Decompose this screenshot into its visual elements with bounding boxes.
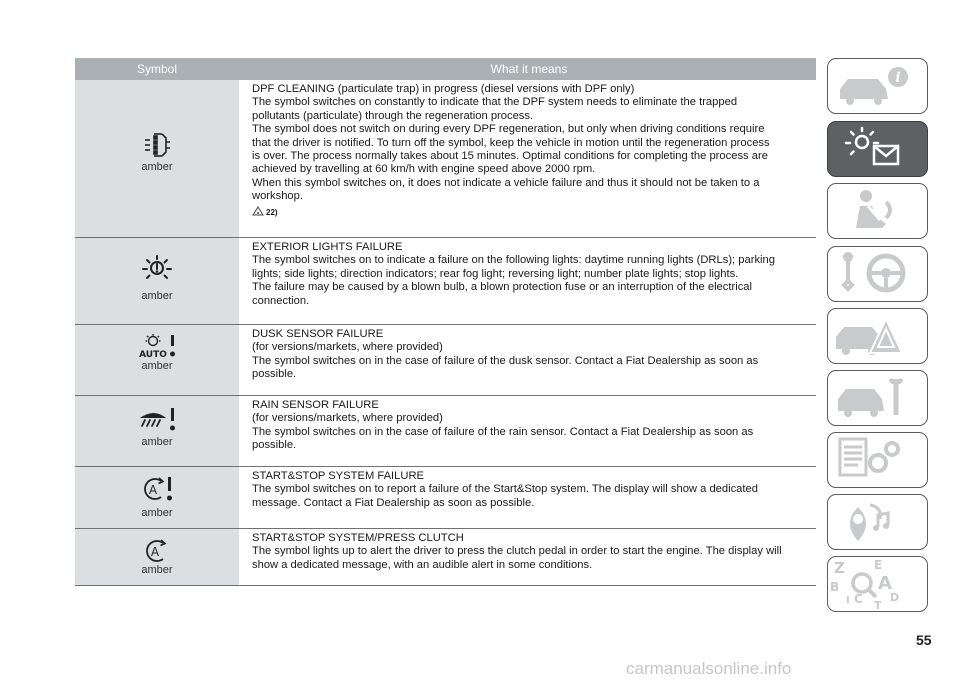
symbol-cell: [75, 396, 239, 466]
meaning-line: workshop.: [252, 190, 303, 203]
warning-lights-icon: [828, 122, 926, 175]
servicing-icon: [828, 371, 926, 424]
emergency-tab[interactable]: [827, 308, 928, 364]
meaning-line: that the driver is notified. To turn off the symbol, keep the vehicle in motion until the regeneration process: [252, 136, 770, 149]
symbol-cell: [75, 238, 239, 324]
index-letter: D: [890, 591, 900, 604]
meaning-line: is over. The process normally takes about 15 minutes. Optimal conditions for completing the process are: [252, 150, 768, 163]
symbol-cell: [75, 80, 239, 237]
color-label: amber: [141, 564, 173, 576]
color-label: amber: [141, 436, 173, 448]
meaning-line: (for versions/markets, where provided): [252, 412, 443, 425]
symbol-cell: [75, 529, 239, 585]
multimedia-tab[interactable]: [827, 494, 928, 550]
color-label: amber: [141, 360, 173, 372]
meaning-line: possible.: [252, 368, 297, 381]
meaning-cell: [239, 325, 816, 395]
meaning-line: DPF CLEANING (particulate trap) in progress (diesel versions with DPF only): [252, 83, 635, 95]
color-label: amber: [141, 507, 173, 519]
meaning-line: RAIN SENSOR FAILURE: [252, 399, 379, 411]
table-row: [75, 467, 816, 529]
color-label: amber: [141, 290, 173, 302]
car-info-tab[interactable]: [827, 58, 928, 114]
safety-tab[interactable]: [827, 183, 928, 239]
exterior-light-failure-icon: [75, 253, 239, 287]
technical-data-icon: [828, 433, 926, 486]
meaning-line: The symbol lights up to alert the driver to press the clutch pedal in order to start the engine. The display will: [252, 545, 782, 558]
table-header: [75, 58, 816, 80]
start-stop-clutch-icon: [75, 537, 239, 565]
index-letter: E: [874, 558, 883, 572]
meaning-line: START&STOP SYSTEM FAILURE: [252, 470, 425, 482]
meaning-line: The symbol does not switch on during every DPF regeneration, but only when driving conditions require: [252, 123, 765, 136]
starting-driving-tab[interactable]: [827, 246, 928, 302]
start-stop-a-letter: A: [150, 545, 160, 559]
header-symbol: Symbol: [136, 62, 177, 76]
table-row: [75, 325, 816, 396]
meaning-line: The symbol switches on in the case of failure of the rain sensor. Contact a Fiat Dealership as soon as: [252, 425, 754, 438]
index-letter: A: [878, 573, 892, 594]
meaning-cell: [239, 529, 816, 585]
meaning-line: achieved by travelling at 60 km/h with engine speed above 2000 rpm.: [252, 163, 596, 176]
meaning-line: The symbol switches on in the case of failure of the dusk sensor. Contact a Fiat Dealership as soon as: [252, 354, 759, 367]
meaning-line: The symbol switches on to report a failure of the Start&Stop system. The display will show a dedicated: [252, 483, 758, 496]
dusk-sensor-icon: [75, 333, 239, 361]
warning-lights-tab[interactable]: [827, 121, 928, 177]
start-stop-failure-icon: [75, 475, 239, 503]
meaning-line: START&STOP SYSTEM/PRESS CLUTCH: [252, 532, 464, 544]
meaning-line: The symbol switches on to indicate a failure on the following lights: daytime running lights (DRLs); parking: [252, 254, 775, 267]
meaning-line: show a dedicated message, with an audible alert in some conditions.: [252, 558, 593, 571]
meaning-line: possible.: [252, 439, 297, 452]
meaning-line: message. Contact a Fiat Dealership as soon as possible.: [252, 496, 535, 509]
technical-data-tab[interactable]: [827, 432, 928, 488]
safety-icon: [828, 184, 926, 237]
index-letter: B: [830, 580, 840, 594]
table-row: [75, 80, 816, 238]
meaning-cell: [239, 238, 816, 324]
servicing-tab[interactable]: [827, 370, 928, 426]
note-ref-number: 22): [266, 208, 278, 218]
meaning-cell: [239, 467, 816, 528]
index-letter: Z: [834, 559, 845, 577]
watermark: carmanualsonline.info: [626, 659, 792, 678]
note-reference: [252, 206, 816, 220]
table-row: [75, 529, 816, 586]
dpf-icon: [75, 132, 239, 158]
meaning-line: pollutants (particulate) through the regeneration process.: [252, 109, 534, 122]
index-letter: T: [874, 599, 882, 610]
start-stop-a-letter: A: [148, 483, 158, 497]
symbol-cell: [75, 467, 239, 528]
index-letter: C: [854, 592, 863, 606]
table-row: [75, 396, 816, 467]
multimedia-icon: [828, 495, 926, 548]
meaning-cell: [239, 80, 816, 237]
meaning-cell: [239, 396, 816, 466]
meaning-line: lights; side lights; direction indicators; rear fog light; reversing light; number plate lights; stop lights.: [252, 267, 739, 280]
warning-triangle-icon: [252, 206, 264, 220]
rain-sensor-icon: [75, 406, 239, 434]
warning-lights-table: [75, 58, 816, 586]
steering-wheel-icon: [828, 247, 926, 300]
index-letter: I: [846, 595, 850, 606]
meaning-line: (for versions/markets, where provided): [252, 341, 443, 354]
table-row: [75, 238, 816, 325]
meaning-line: The symbol switches on constantly to indicate that the DPF system needs to eliminate the trapped: [252, 96, 738, 109]
meaning-line: The failure may be caused by a blown bulb, a blown protection fuse or an interruption of the electrical: [252, 281, 752, 294]
alphabetical-index-icon: [828, 557, 926, 610]
index-tab[interactable]: [827, 556, 928, 612]
meaning-line: connection.: [252, 294, 310, 307]
symbol-cell: [75, 325, 239, 395]
car-info-icon: [828, 59, 926, 112]
header-meaning: What it means: [490, 62, 568, 76]
svg-text:i: i: [895, 70, 901, 86]
meaning-line: EXTERIOR LIGHTS FAILURE: [252, 241, 403, 253]
color-label: amber: [141, 161, 173, 173]
emergency-icon: [828, 309, 926, 362]
meaning-line: When this symbol switches on, it does not indicate a vehicle failure and thus it should not be taken to a: [252, 176, 760, 189]
page-number: 55: [916, 632, 932, 648]
meaning-line: DUSK SENSOR FAILURE: [252, 328, 384, 340]
dusk-sensor-auto-text: AUTO: [139, 350, 167, 360]
